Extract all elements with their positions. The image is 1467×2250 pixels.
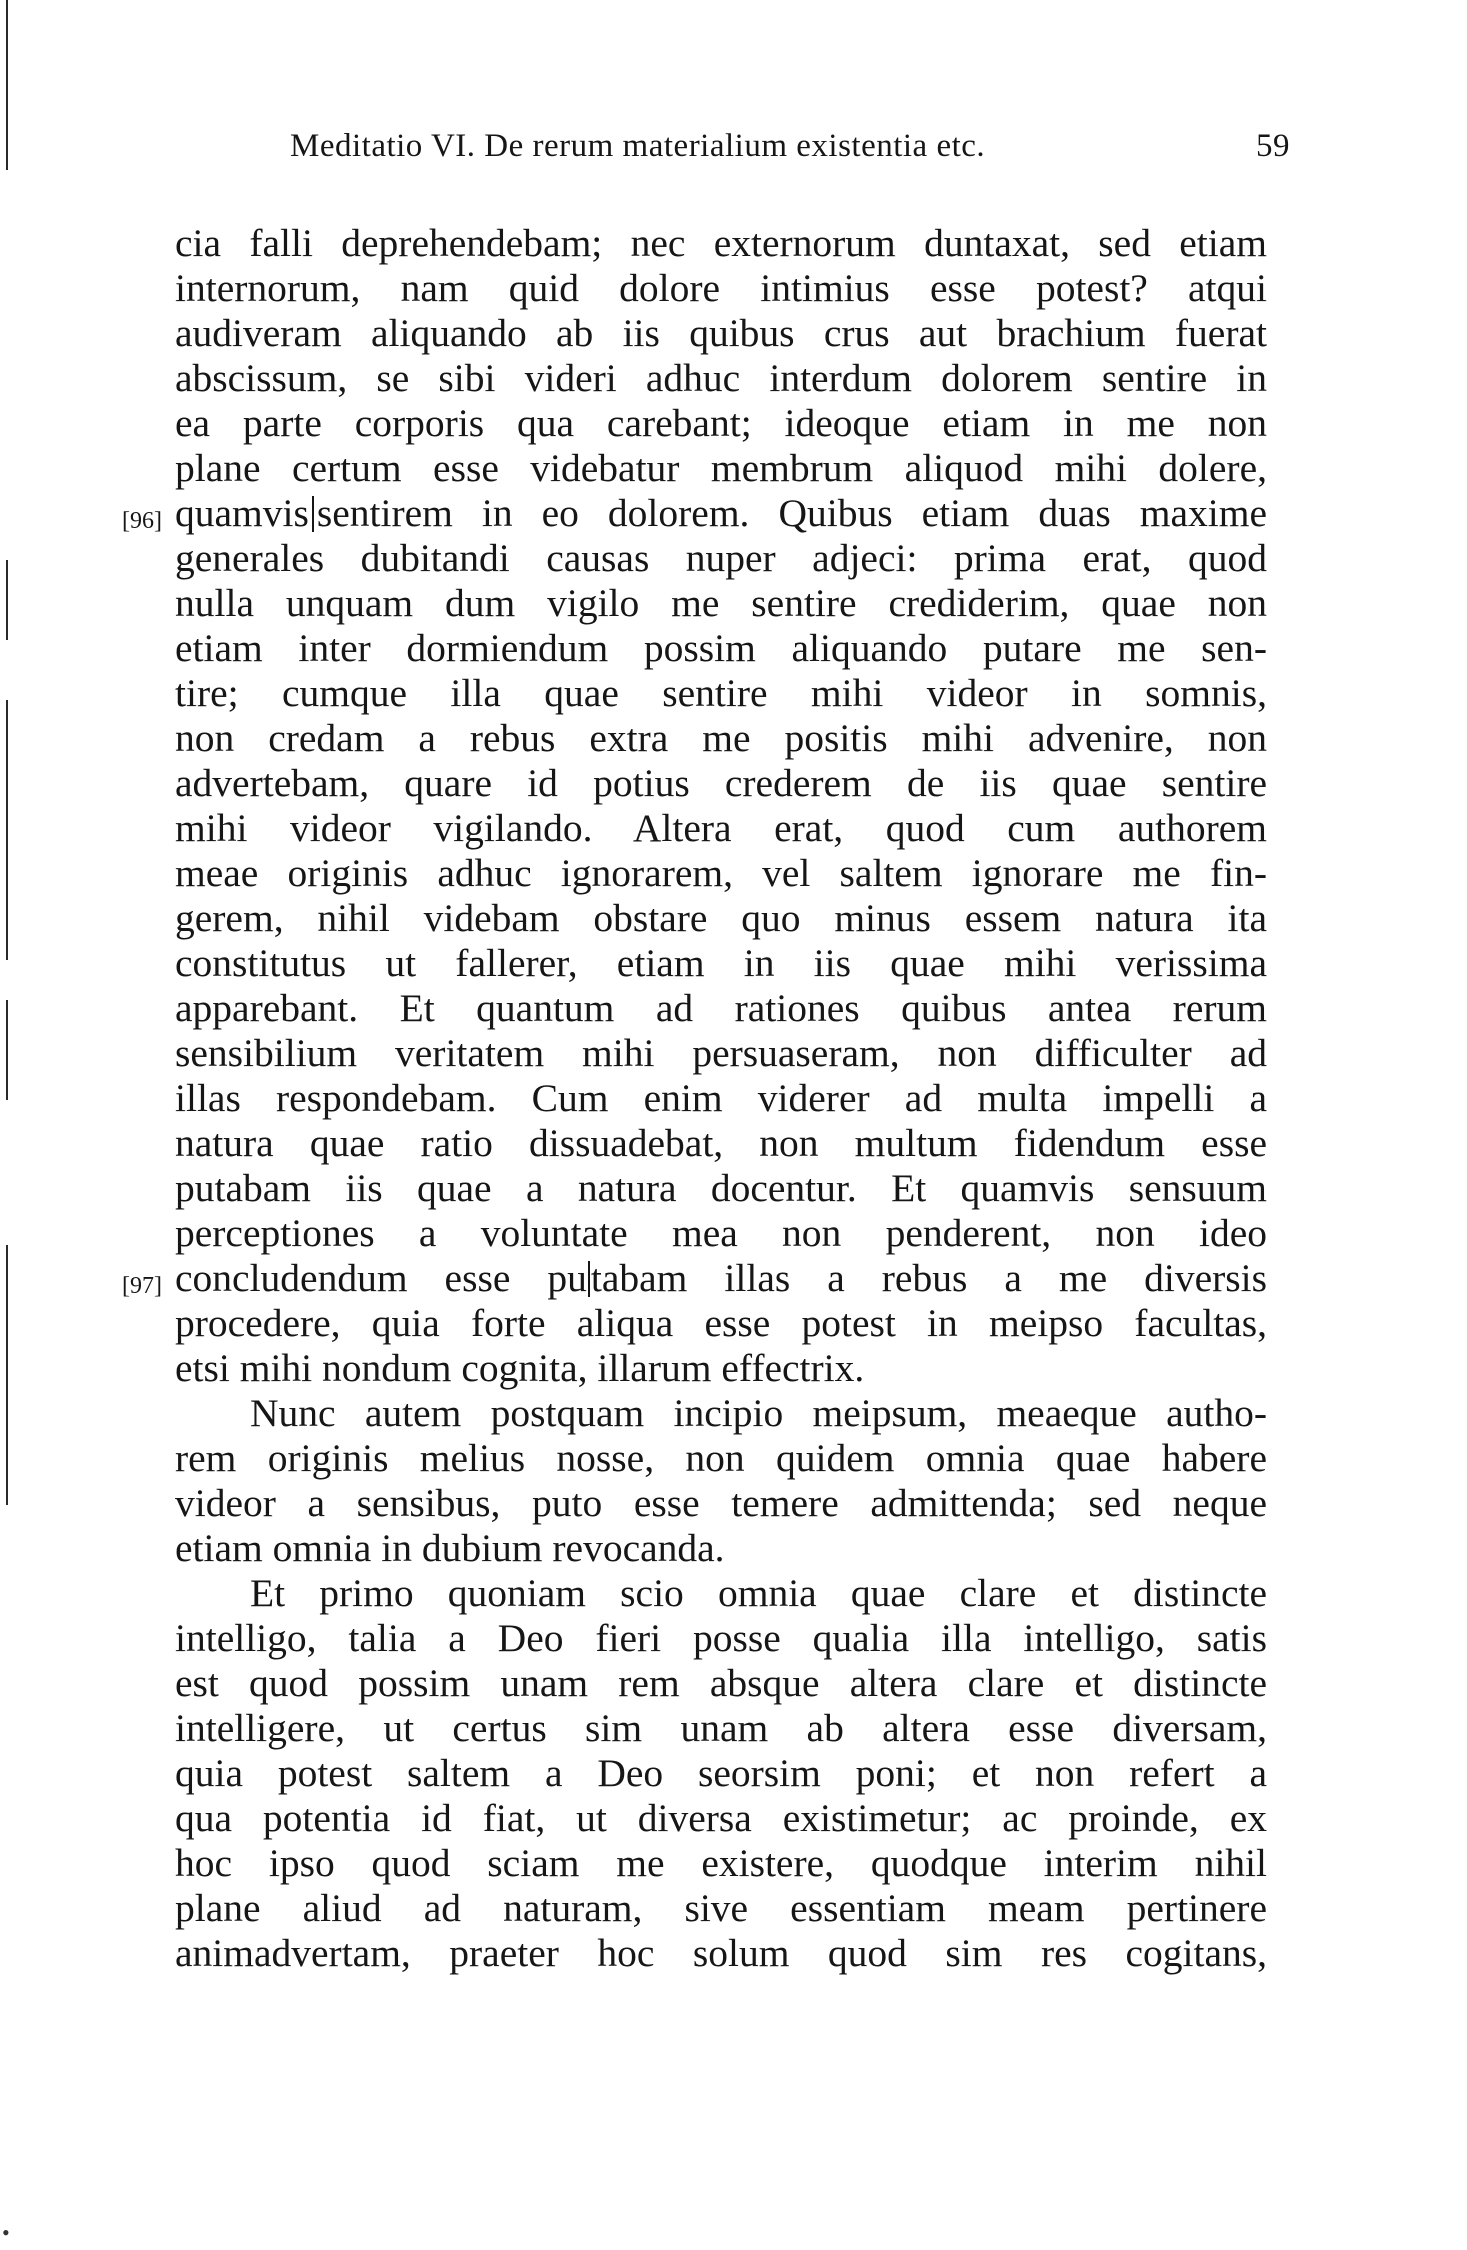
text-line: generales dubitandi causas nuper adjeci: prima erat, quod (175, 536, 1267, 580)
text-line: advertebam, quare id potius crederem de iis quae sentire (175, 761, 1267, 805)
text-line: apparebant. Et quantum ad rationes quibus antea rerum (175, 986, 1267, 1030)
scan-edge-mark: • (2, 2220, 10, 2245)
text-line: qua potentia id fiat, ut diversa existimetur; ac proinde, ex (175, 1796, 1267, 1840)
text-line: abscissum, se sibi videri adhuc interdum dolorem sentire in (175, 356, 1267, 400)
text-line: ea parte corporis qua carebant; ideoque etiam in me non (175, 401, 1267, 445)
text-line: perceptiones a voluntate mea non penderent, non ideo (175, 1211, 1267, 1255)
paragraph-first-line: Et primo quoniam scio omnia quae clare et distincte (250, 1571, 1267, 1615)
text-line: videor a sensibus, puto esse temere admittenda; sed neque (175, 1481, 1267, 1525)
text-line: illas respondebam. Cum enim viderer ad multa impelli a (175, 1076, 1267, 1120)
text-segment: quamvis (175, 491, 309, 535)
scan-edge-line (6, 1245, 8, 1505)
text-line (122, 491, 1267, 536)
text-line: audiveram aliquando ab iis quibus crus aut brachium fuerat (175, 311, 1267, 355)
text-line: non credam a rebus extra me positis mihi advenire, non (175, 716, 1267, 760)
margin-reference: [97] (122, 1273, 162, 1299)
text-line: nulla unquam dum vigilo me sentire crediderim, quae non (175, 581, 1267, 625)
text-line (122, 1256, 1267, 1301)
text-segment: tabam illas a rebus a me diversis (590, 1256, 1267, 1300)
text-line: hoc ipso quod sciam me existere, quodque interim nihil (175, 1841, 1267, 1885)
page-break-marker (588, 1261, 590, 1297)
text-line: quia potest saltem a Deo seorsim poni; et non refert a (175, 1751, 1267, 1795)
scan-edge-line (6, 0, 8, 170)
scan-edge-line (6, 700, 8, 960)
text-line: intelligere, ut certus sim unam ab altera esse diversam, (175, 1706, 1267, 1750)
scan-edge-line (6, 560, 8, 640)
text-line: etiam omnia in dubium revocanda. (175, 1526, 725, 1570)
text-line: mihi videor vigilando. Altera erat, quod cum authorem (175, 806, 1267, 850)
text-line: constitutus ut fallerer, etiam in iis quae mihi verissima (175, 941, 1267, 985)
scan-edge-line (6, 1000, 8, 1100)
text-line: etsi mihi nondum cognita, illarum effectrix. (175, 1346, 865, 1390)
text-line: natura quae ratio dissuadebat, non multum fidendum esse (175, 1121, 1267, 1165)
text-line: sensibilium veritatem mihi persuaseram, non difficulter ad (175, 1031, 1267, 1075)
text-line: intelligo, talia a Deo fieri posse qualia illa intelligo, satis (175, 1616, 1267, 1660)
text-line: etiam inter dormiendum possim aliquando putare me sen- (175, 626, 1267, 670)
text-line: internorum, nam quid dolore intimius esse potest? atqui (175, 266, 1267, 310)
body-text (122, 221, 1267, 1976)
text-segment: concludendum esse pu (175, 1256, 587, 1300)
text-line: meae originis adhuc ignorarem, vel saltem ignorare me fin- (175, 851, 1267, 895)
paragraph-first-line: Nunc autem postquam incipio meipsum, meaeque autho- (250, 1391, 1267, 1435)
text-line: putabam iis quae a natura docentur. Et quamvis sensuum (175, 1166, 1267, 1210)
margin-reference: [96] (122, 508, 162, 534)
text-line: tire; cumque illa quae sentire mihi videor in somnis, (175, 671, 1267, 715)
running-head (290, 128, 1290, 178)
text-line: rem originis melius nosse, non quidem omnia quae habere (175, 1436, 1267, 1480)
page-break-marker (312, 496, 314, 532)
page-number: 59 (1256, 128, 1290, 164)
text-segment: sentirem in eo dolorem. Quibus etiam duas maxime (316, 491, 1267, 535)
text-line: procedere, quia forte aliqua esse potest in meipso facultas, (175, 1301, 1267, 1345)
text-line: gerem, nihil videbam obstare quo minus essem natura ita (175, 896, 1267, 940)
text-line: animadvertam, praeter hoc solum quod sim res cogitans, (175, 1931, 1267, 1975)
running-head-title: Meditatio VI. De rerum materialium existentia etc. (290, 128, 986, 164)
text-line: est quod possim unam rem absque altera clare et distincte (175, 1661, 1267, 1705)
text-line: plane aliud ad naturam, sive essentiam meam pertinere (175, 1886, 1267, 1930)
text-line: plane certum esse videbatur membrum aliquod mihi dolere, (175, 446, 1267, 490)
text-line: cia falli deprehendebam; nec externorum duntaxat, sed etiam (175, 221, 1267, 265)
